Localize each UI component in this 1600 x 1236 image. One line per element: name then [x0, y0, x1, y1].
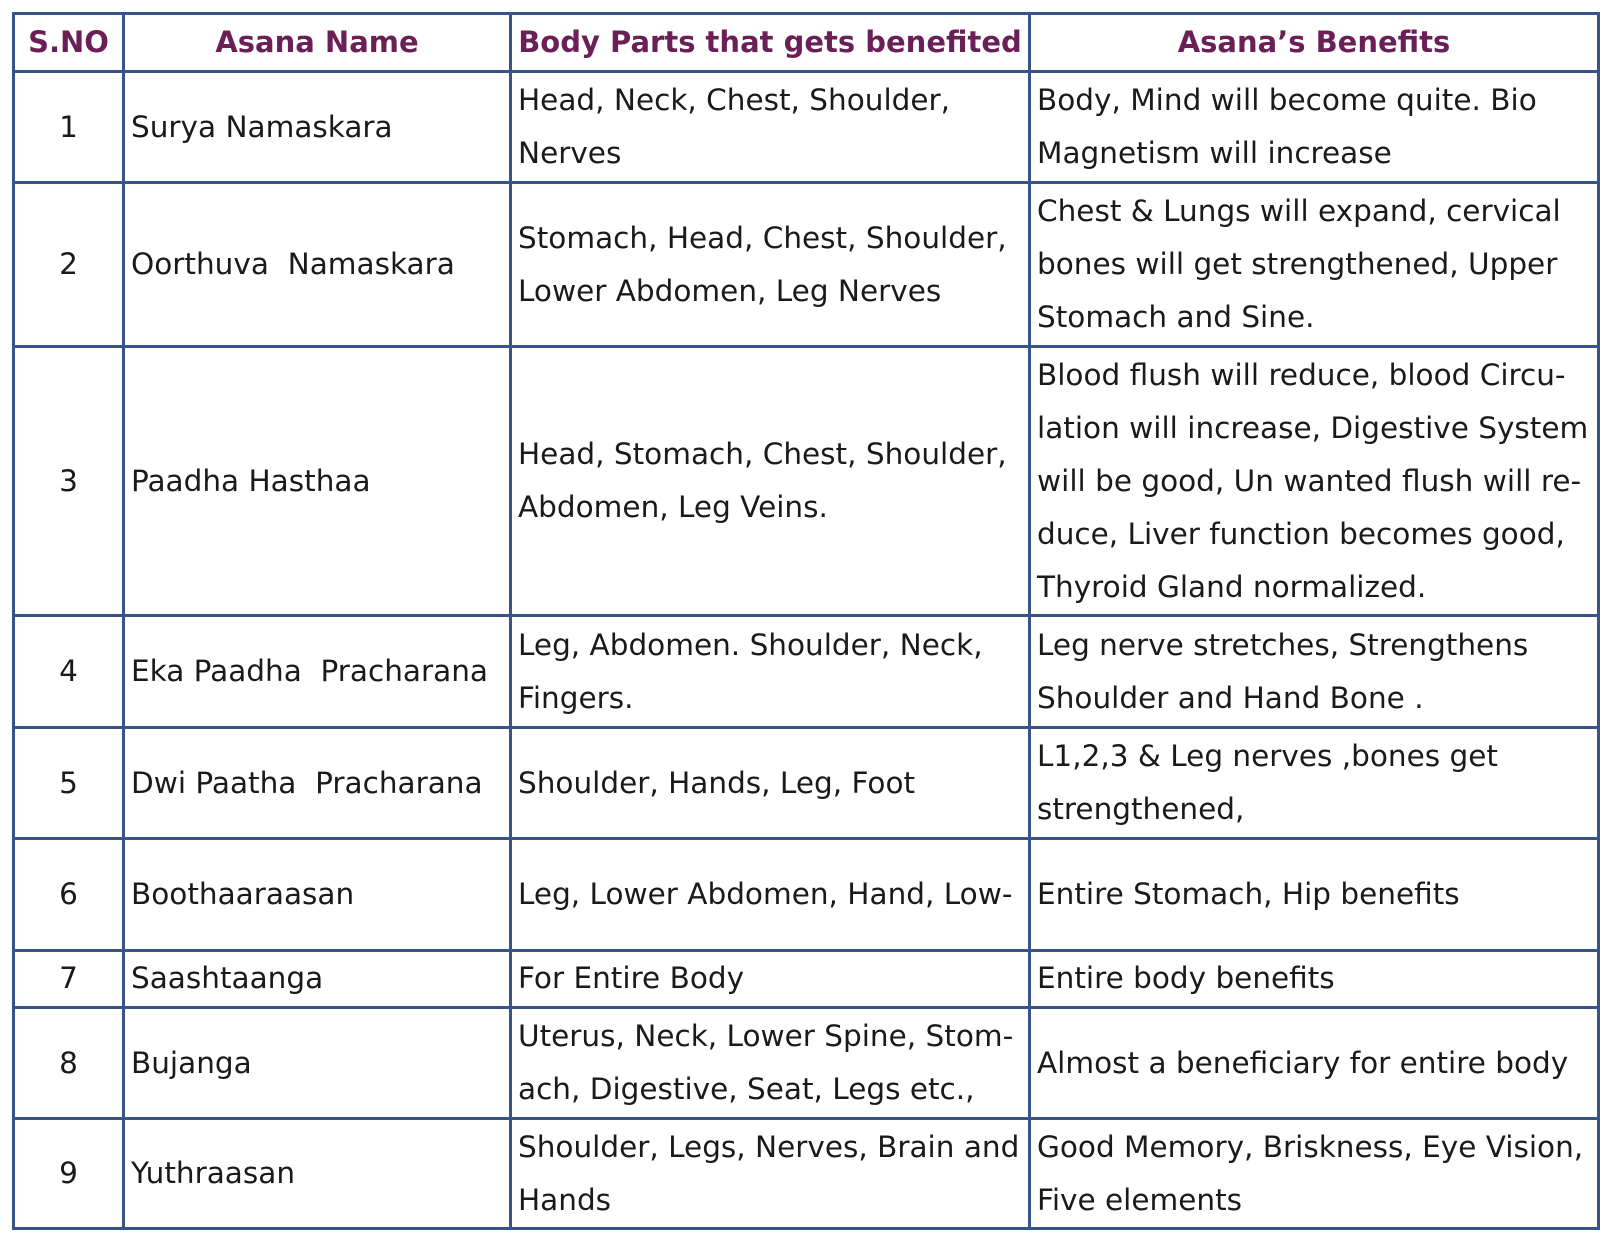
cell-asana-name: Saashtaanga [124, 950, 511, 1007]
table-row [14, 347, 1599, 616]
cell-asana-name: Paadha Hasthaa [124, 347, 511, 616]
cell-body-parts: Head, Stomach, Chest, Shoulder, Abdomen, Leg Veins. [511, 347, 1030, 616]
cell-sno: 4 [14, 616, 124, 727]
cell-asana-name: Oorthuva Namaskara [124, 183, 511, 347]
cell-body-parts: Shoulder, Legs, Nerves, Brain and Hands [511, 1119, 1030, 1229]
table-row [14, 1007, 1599, 1118]
cell-benefits: L1,2,3 & Leg nerves ,bones get strengthened, [1030, 727, 1599, 838]
header-benefits: Asana’s Benefits [1030, 14, 1599, 72]
asana-table-page [12, 12, 1597, 1230]
table-row [14, 183, 1599, 347]
table-row [14, 950, 1599, 1007]
cell-sno: 3 [14, 347, 124, 616]
header-sno: S.NO [14, 14, 124, 72]
table-row [14, 616, 1599, 727]
cell-sno: 9 [14, 1119, 124, 1229]
cell-body-parts: Uterus, Neck, Lower Spine, Stom-ach, Digestive, Seat, Legs etc., [511, 1007, 1030, 1118]
cell-asana-name: Dwi Paatha Pracharana [124, 727, 511, 838]
cell-body-parts: Stomach, Head, Chest, Shoulder, Lower Abdomen, Leg Nerves [511, 183, 1030, 347]
table-header-row [14, 14, 1599, 72]
table-row [14, 1119, 1599, 1229]
cell-benefits: Entire Stomach, Hip benefits [1030, 839, 1599, 950]
table-row [14, 72, 1599, 183]
cell-benefits: Good Memory, Briskness, Eye Vision, Five elements [1030, 1119, 1599, 1229]
cell-asana-name: Eka Paadha Pracharana [124, 616, 511, 727]
cell-sno: 8 [14, 1007, 124, 1118]
cell-sno: 1 [14, 72, 124, 183]
cell-benefits: Leg nerve stretches, Strengthens Shoulder and Hand Bone . [1030, 616, 1599, 727]
cell-benefits: Chest & Lungs will expand, cervical bones will get strengthened, Upper Stomach and Sine. [1030, 183, 1599, 347]
cell-asana-name: Boothaaraasan [124, 839, 511, 950]
asana-benefits-table [12, 12, 1600, 1230]
cell-asana-name: Bujanga [124, 1007, 511, 1118]
cell-body-parts: Head, Neck, Chest, Shoulder, Nerves [511, 72, 1030, 183]
cell-benefits: Blood flush will reduce, blood Circu-lation will increase, Digestive System will be good, Un wanted flush will re-duce, Liver function becomes good, Thyroid Gland normalized. [1030, 347, 1599, 616]
cell-asana-name: Yuthraasan [124, 1119, 511, 1229]
cell-asana-name: Surya Namaskara [124, 72, 511, 183]
cell-sno: 2 [14, 183, 124, 347]
table-row [14, 839, 1599, 950]
cell-sno: 5 [14, 727, 124, 838]
header-body-parts: Body Parts that gets benefited [511, 14, 1030, 72]
table-row [14, 727, 1599, 838]
cell-body-parts: For Entire Body [511, 950, 1030, 1007]
cell-benefits: Entire body benefits [1030, 950, 1599, 1007]
cell-body-parts: Shoulder, Hands, Leg, Foot [511, 727, 1030, 838]
cell-benefits: Almost a beneficiary for entire body [1030, 1007, 1599, 1118]
cell-sno: 7 [14, 950, 124, 1007]
cell-body-parts: Leg, Lower Abdomen, Hand, Low- [511, 839, 1030, 950]
header-asana-name: Asana Name [124, 14, 511, 72]
cell-sno: 6 [14, 839, 124, 950]
cell-benefits: Body, Mind will become quite. Bio Magnetism will increase [1030, 72, 1599, 183]
cell-body-parts: Leg, Abdomen. Shoulder, Neck, Fingers. [511, 616, 1030, 727]
